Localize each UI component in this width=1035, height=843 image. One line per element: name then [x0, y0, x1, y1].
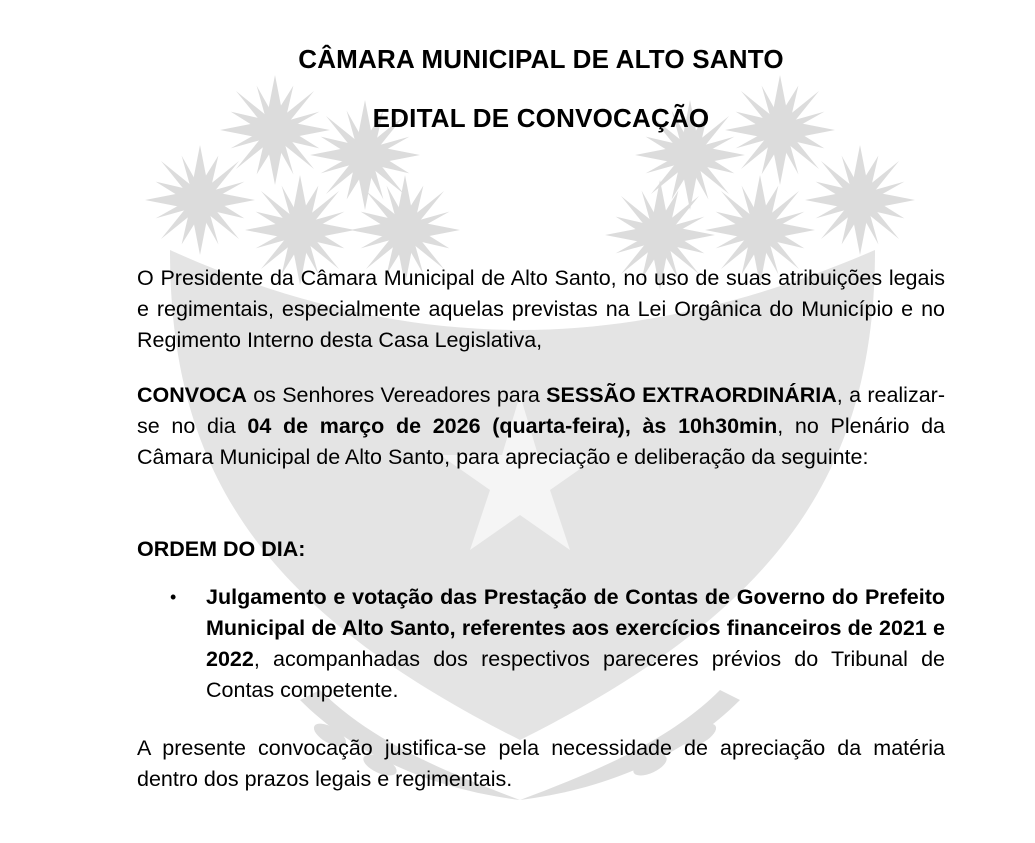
burst-icon [137, 137, 262, 262]
agenda-list [137, 582, 945, 706]
session-datetime: 04 de março de 2026 (quarta-feira), às 10h30min [247, 414, 778, 438]
bullet-icon: • [170, 587, 177, 607]
convoca-text-1: os Senhores Vereadores para [246, 383, 547, 407]
agenda-item-bold: Julgamento e votação das Prestação de Contas de Governo do Prefeito Municipal de Alto Santo, referentes aos exercícios financeiros de 2021 e 2022 [206, 585, 945, 671]
justification-paragraph: A presente convocação justifica-se pela necessidade de apreciação da matéria dentro dos prazos legais e regimentais. [137, 736, 945, 791]
intro-paragraph: O Presidente da Câmara Municipal de Alto Santo, no uso de suas atribuições legais e regimentais, especialmente aquelas previstas na Lei Orgânica do Município e no Regimento Interno desta Casa Legislativa, [137, 266, 945, 352]
document-title: CÂMARA MUNICIPAL DE ALTO SANTO [298, 44, 784, 74]
convoca-verb: CONVOCA [137, 383, 247, 407]
convoca-text-2: , a realizar-se no dia [137, 383, 945, 438]
agenda-item [137, 582, 945, 706]
agenda-heading: ORDEM DO DIA: [137, 537, 306, 561]
document-subtitle: EDITAL DE CONVOCAÇÃO [372, 103, 710, 133]
agenda-item-text: , acompanhadas dos respectivos pareceres prévios do Tribunal de Contas competente. [206, 647, 945, 702]
burst-icon [797, 137, 922, 262]
session-type: SESSÃO EXTRAORDINÁRIA [546, 383, 837, 407]
convocation-paragraph [137, 380, 945, 473]
convoca-text-3: , no Plenário da Câmara Municipal de Alto Santo, para apreciação e deliberação da seguinte: [137, 414, 945, 469]
